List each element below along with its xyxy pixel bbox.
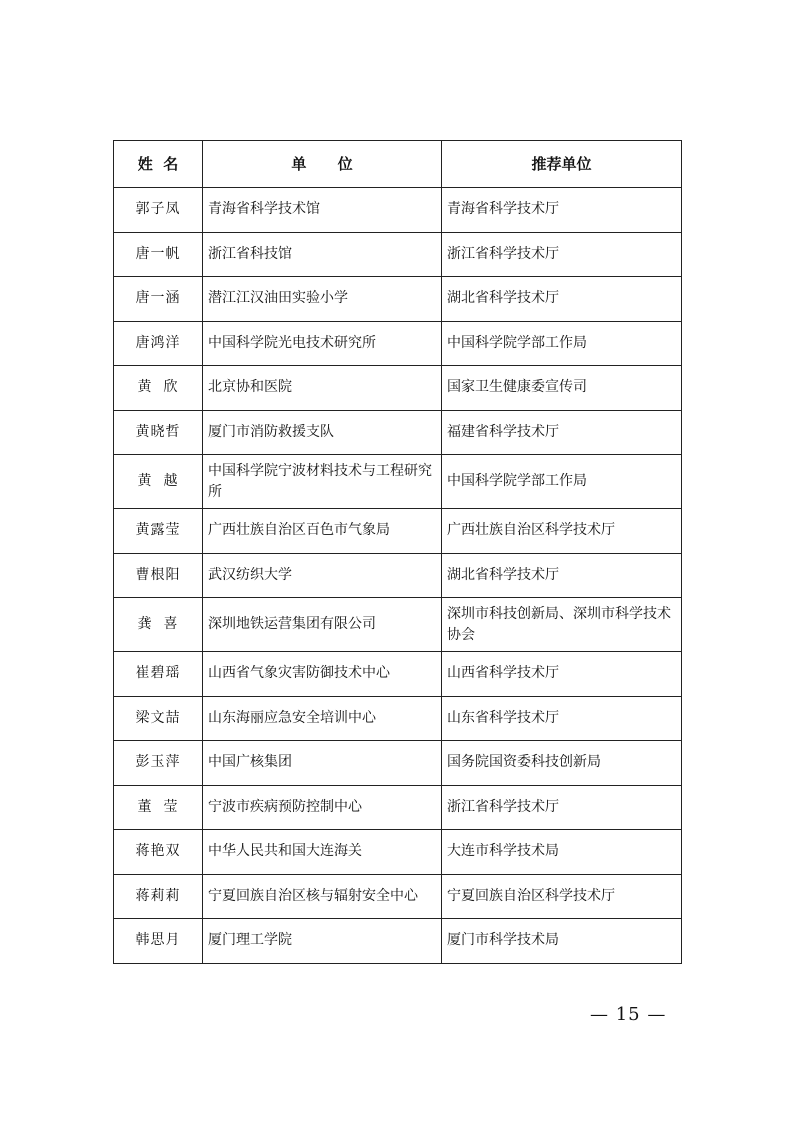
recommender-cell: 福建省科学技术厅 — [442, 410, 682, 455]
column-header-unit: 单 位 — [203, 141, 442, 188]
table-row — [114, 919, 682, 964]
recommender-cell: 中国科学院学部工作局 — [442, 321, 682, 366]
unit-cell: 厦门市消防救援支队 — [203, 410, 442, 455]
page-number: — 15 — — [590, 1004, 667, 1025]
unit-cell: 浙江省科技馆 — [203, 232, 442, 277]
unit-cell: 潜江江汉油田实验小学 — [203, 277, 442, 322]
table-row — [114, 509, 682, 554]
name-cell: 董 莹 — [114, 785, 203, 830]
table-row — [114, 598, 682, 652]
recommender-cell: 厦门市科学技术局 — [442, 919, 682, 964]
recommender-cell: 湖北省科学技术厅 — [442, 277, 682, 322]
recommender-cell: 山西省科学技术厅 — [442, 652, 682, 697]
name-cell: 唐一涵 — [114, 277, 203, 322]
name-cell: 黄露莹 — [114, 509, 203, 554]
name-cell: 崔碧瑶 — [114, 652, 203, 697]
name-cell: 唐鸿洋 — [114, 321, 203, 366]
table-row — [114, 188, 682, 233]
name-cell: 蒋莉莉 — [114, 874, 203, 919]
table-header-row — [114, 141, 682, 188]
recommender-cell: 湖北省科学技术厅 — [442, 553, 682, 598]
column-header-recommender: 推荐单位 — [442, 141, 682, 188]
table-row — [114, 366, 682, 411]
recommender-cell: 深圳市科技创新局、深圳市科学技术协会 — [442, 598, 682, 652]
table-row — [114, 232, 682, 277]
table-row — [114, 553, 682, 598]
column-header-name: 姓 名 — [114, 141, 203, 188]
unit-cell: 武汉纺织大学 — [203, 553, 442, 598]
table-row — [114, 277, 682, 322]
unit-cell: 宁夏回族自治区核与辐射安全中心 — [203, 874, 442, 919]
nominee-table — [113, 140, 682, 964]
unit-cell: 青海省科学技术馆 — [203, 188, 442, 233]
recommender-cell: 国务院国资委科技创新局 — [442, 741, 682, 786]
unit-cell: 中国科学院光电技术研究所 — [203, 321, 442, 366]
name-cell: 蒋艳双 — [114, 830, 203, 875]
table-body — [114, 188, 682, 964]
table-row — [114, 321, 682, 366]
table-row — [114, 741, 682, 786]
recommender-cell: 宁夏回族自治区科学技术厅 — [442, 874, 682, 919]
recommender-cell: 青海省科学技术厅 — [442, 188, 682, 233]
unit-cell: 北京协和医院 — [203, 366, 442, 411]
name-cell: 郭子凤 — [114, 188, 203, 233]
name-cell: 黄 欣 — [114, 366, 203, 411]
unit-cell: 山东海丽应急安全培训中心 — [203, 696, 442, 741]
unit-cell: 中国科学院宁波材料技术与工程研究所 — [203, 455, 442, 509]
name-cell: 黄晓哲 — [114, 410, 203, 455]
recommender-cell: 大连市科学技术局 — [442, 830, 682, 875]
table-row — [114, 874, 682, 919]
name-cell: 黄 越 — [114, 455, 203, 509]
name-cell: 曹根阳 — [114, 553, 203, 598]
recommender-cell: 山东省科学技术厅 — [442, 696, 682, 741]
name-cell: 彭玉萍 — [114, 741, 203, 786]
recommender-cell: 广西壮族自治区科学技术厅 — [442, 509, 682, 554]
name-cell: 梁文喆 — [114, 696, 203, 741]
table-row — [114, 785, 682, 830]
name-cell: 韩思月 — [114, 919, 203, 964]
recommender-cell: 浙江省科学技术厅 — [442, 785, 682, 830]
table-row — [114, 696, 682, 741]
table-row — [114, 455, 682, 509]
unit-cell: 广西壮族自治区百色市气象局 — [203, 509, 442, 554]
name-cell: 唐一帆 — [114, 232, 203, 277]
recommender-cell: 国家卫生健康委宣传司 — [442, 366, 682, 411]
recommender-cell: 中国科学院学部工作局 — [442, 455, 682, 509]
unit-cell: 中国广核集团 — [203, 741, 442, 786]
unit-cell: 厦门理工学院 — [203, 919, 442, 964]
unit-cell: 宁波市疾病预防控制中心 — [203, 785, 442, 830]
name-cell: 龚 喜 — [114, 598, 203, 652]
unit-cell: 深圳地铁运营集团有限公司 — [203, 598, 442, 652]
table-row — [114, 652, 682, 697]
table-row — [114, 410, 682, 455]
recommender-cell: 浙江省科学技术厅 — [442, 232, 682, 277]
unit-cell: 中华人民共和国大连海关 — [203, 830, 442, 875]
table-row — [114, 830, 682, 875]
unit-cell: 山西省气象灾害防御技术中心 — [203, 652, 442, 697]
